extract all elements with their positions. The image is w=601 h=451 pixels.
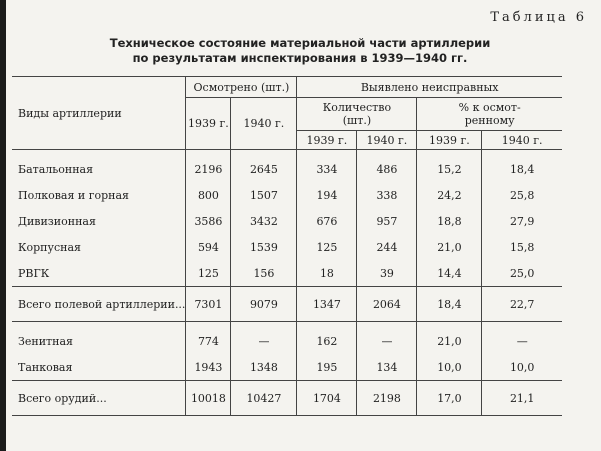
row-label: Всего полевой артиллерии... [12,287,186,322]
cell-p39: 18,4 [417,287,482,322]
table-number-label: Таблица 6 [490,10,587,25]
cell-q40: 957 [357,208,417,234]
header-types: Виды артиллерии [12,77,186,150]
header-percent [417,98,562,131]
cell-i40: 1348 [231,354,297,381]
cell-p40: 15,8 [482,234,562,260]
header-quantity-1939: 1939 г. [297,131,357,150]
cell-i40: 1507 [231,182,297,208]
cell-p39: 10,0 [417,354,482,381]
row-label: Дивизионная [18,214,96,228]
table-row [12,234,562,260]
cell-i39: 10018 [186,381,231,416]
header-inspected-1939: 1939 г. [186,98,231,150]
row-label: Зенитная [18,334,73,348]
total-all-row [12,381,562,416]
header-percent-line-1: % к осмот- [458,101,521,114]
row-label: Танковая [12,354,186,381]
row-label: Полковая и горная [18,188,129,202]
cell-p40: 21,1 [482,381,562,416]
cell-q39: 162 [297,328,357,354]
cell-p40: 10,0 [482,354,562,381]
cell-q40: 486 [357,156,417,182]
cell-q39: 194 [297,182,357,208]
cell-i40: — [231,328,297,354]
cell-p39: 14,4 [417,260,482,287]
row-label: Всего орудий... [12,381,186,416]
table-row [12,328,562,354]
cell-i39: 7301 [186,287,231,322]
row-label: Корпусная [18,240,81,254]
page-edge [0,0,6,451]
table-row [12,156,562,182]
row-label: Батальонная [18,162,94,176]
table-row [12,208,562,234]
table-row [12,182,562,208]
table-title [40,36,560,66]
cell-p40: 27,9 [482,208,562,234]
cell-i39: 800 [186,182,231,208]
cell-p39: 21,0 [417,234,482,260]
cell-q40: 39 [357,260,417,287]
cell-p39: 21,0 [417,328,482,354]
cell-p39: 17,0 [417,381,482,416]
row-label: РВГК [12,260,186,287]
cell-p40: — [482,328,562,354]
header-defective: Выявлено неисправных [297,77,562,98]
cell-p39: 24,2 [417,182,482,208]
cell-i39: 125 [186,260,231,287]
cell-q40: 2198 [357,381,417,416]
header-percent-1940: 1940 г. [482,131,562,150]
cell-q39: 676 [297,208,357,234]
cell-i39: 774 [186,328,231,354]
cell-i40: 156 [231,260,297,287]
cell-i40: 10427 [231,381,297,416]
header-inspected: Осмотрено (шт.) [186,77,297,98]
cell-q39: 18 [297,260,357,287]
cell-i39: 3586 [186,208,231,234]
artillery-status-table [12,76,562,416]
cell-i39: 594 [186,234,231,260]
cell-i40: 1539 [231,234,297,260]
cell-q39: 1704 [297,381,357,416]
table-row [12,260,562,287]
cell-i39: 2196 [186,156,231,182]
title-line-1: Техническое состояние материальной части артиллерии [109,36,491,50]
cell-q40: 134 [357,354,417,381]
cell-q40: 338 [357,182,417,208]
cell-i40: 2645 [231,156,297,182]
cell-q39: 125 [297,234,357,260]
header-percent-1939: 1939 г. [417,131,482,150]
header-percent-line-2: ренному [464,114,515,127]
header-quantity: Количество (шт.) [297,98,417,131]
cell-q39: 195 [297,354,357,381]
cell-p39: 18,8 [417,208,482,234]
cell-p40: 25,8 [482,182,562,208]
header-quantity-1940: 1940 г. [357,131,417,150]
title-line-2: по результатам инспектирования в 1939—1940 гг. [132,51,468,65]
cell-q40: — [357,328,417,354]
cell-p40: 18,4 [482,156,562,182]
cell-p40: 25,0 [482,260,562,287]
total-field-row [12,287,562,322]
table-row [12,354,562,381]
cell-p40: 22,7 [482,287,562,322]
header-inspected-1940: 1940 г. [231,98,297,150]
cell-i40: 9079 [231,287,297,322]
cell-i40: 3432 [231,208,297,234]
cell-i39: 1943 [186,354,231,381]
cell-q40: 2064 [357,287,417,322]
cell-q40: 244 [357,234,417,260]
cell-q39: 334 [297,156,357,182]
cell-p39: 15,2 [417,156,482,182]
cell-q39: 1347 [297,287,357,322]
